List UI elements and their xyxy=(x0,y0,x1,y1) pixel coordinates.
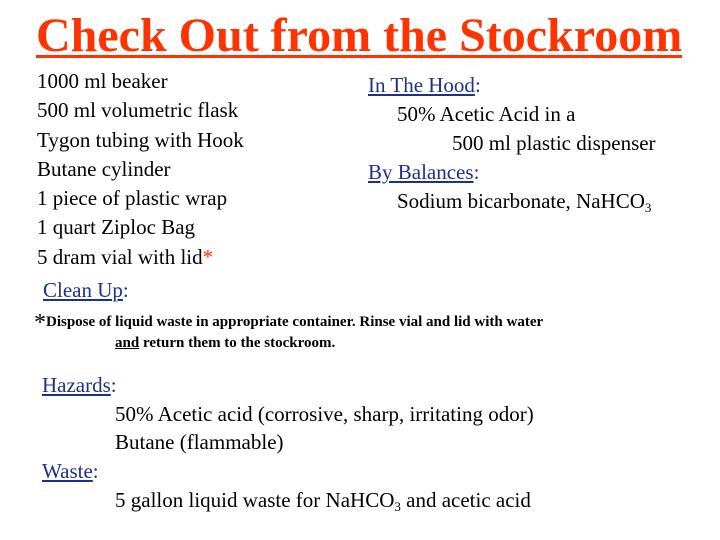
list-item: Tygon tubing with Hook xyxy=(37,127,244,152)
colon: : xyxy=(92,459,99,483)
cleanup-note-underlined: and xyxy=(115,335,140,351)
cleanup-note-text: return them to the stockroom. xyxy=(139,335,336,351)
colon: : xyxy=(122,278,129,302)
hazards-heading xyxy=(42,373,117,398)
balances-heading xyxy=(368,160,479,185)
hood-line-2: 500 ml plastic dispenser xyxy=(452,131,656,155)
waste-text: and acetic acid xyxy=(400,488,531,512)
waste-heading xyxy=(42,459,99,484)
cleanup-heading-text: Clean Up xyxy=(43,278,123,302)
hazards-line-2: Butane (flammable) xyxy=(115,430,284,454)
list-item: 1 quart Ziploc Bag xyxy=(37,215,196,240)
cleanup-note-text: Dispose of liquid waste in appropriate container. Rinse vial and lid with water xyxy=(46,314,544,330)
balances-text: Sodium bicarbonate, NaHCO xyxy=(397,189,645,213)
asterisk-mark: * xyxy=(202,244,214,269)
subscript: 3 xyxy=(394,499,401,514)
hazards-heading-text: Hazards xyxy=(42,373,111,397)
list-item: 500 ml volumetric flask xyxy=(37,98,239,123)
balances-heading-text: By Balances xyxy=(368,160,474,184)
waste-heading-text: Waste xyxy=(42,459,93,483)
list-item-text: 5 dram vial with lid xyxy=(37,244,203,269)
colon: : xyxy=(110,373,117,397)
list-item: 1000 ml beaker xyxy=(37,69,168,93)
list-item: 1 piece of plastic wrap xyxy=(37,186,228,211)
asterisk-mark: * xyxy=(34,310,46,336)
checkout-list xyxy=(37,67,244,272)
cleanup-note-2 xyxy=(115,335,335,352)
hood-heading-text: In The Hood xyxy=(368,73,475,97)
cleanup-note-1 xyxy=(34,310,543,337)
waste-line-1 xyxy=(115,488,531,513)
cleanup-heading xyxy=(43,278,129,303)
hood-heading xyxy=(368,73,481,98)
hazards-line-1: 50% Acetic acid (corrosive, sharp, irritating odor) xyxy=(115,402,534,426)
list-item xyxy=(37,243,244,272)
waste-text: 5 gallon liquid waste for NaHCO xyxy=(115,488,395,512)
balances-line-1 xyxy=(397,189,651,214)
colon: : xyxy=(474,73,481,97)
list-item: Butane cylinder xyxy=(37,156,171,181)
hood-line-1: 50% Acetic Acid in a xyxy=(397,102,576,126)
colon: : xyxy=(473,160,480,184)
subscript: 3 xyxy=(644,200,652,215)
page-title: Check Out from the Stockroom xyxy=(36,9,683,62)
